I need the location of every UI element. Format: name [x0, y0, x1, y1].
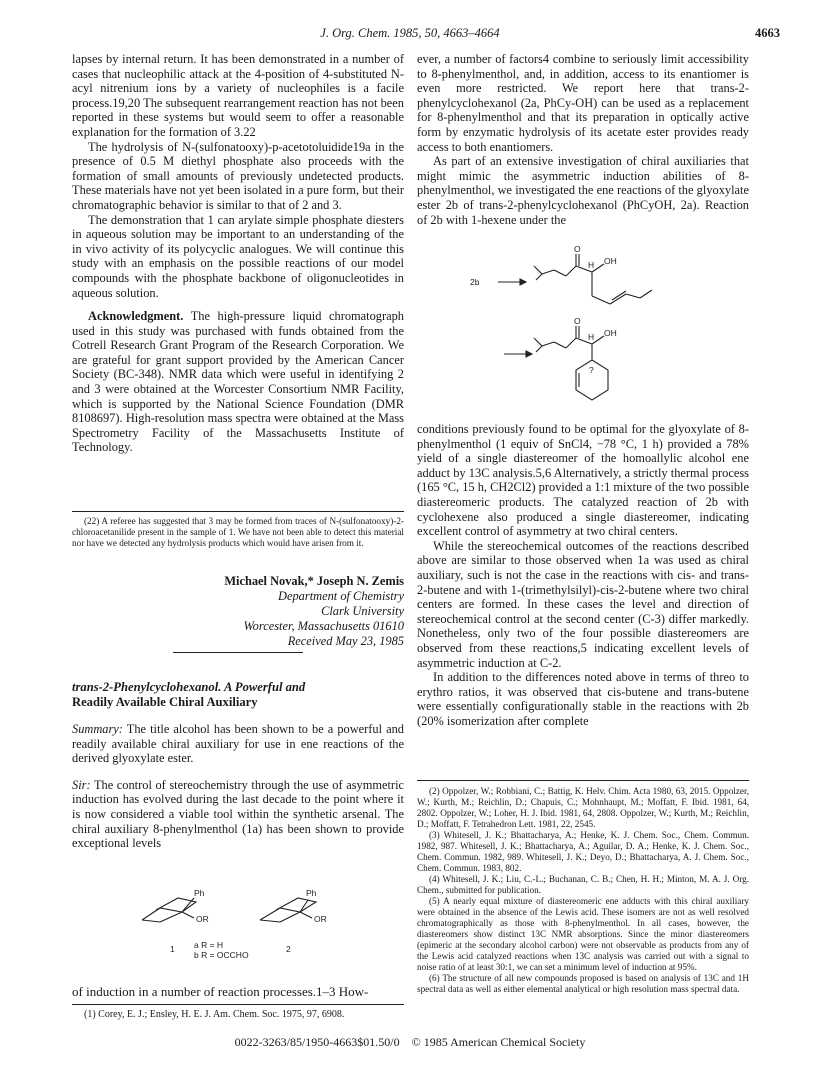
- paragraph: of induction in a number of reaction processes.1–3 How-: [72, 984, 369, 999]
- author-block: [72, 574, 404, 649]
- right-footnotes: [417, 786, 749, 995]
- journal-citation: J. Org. Chem. 1985, 50, 4663–4664: [320, 26, 500, 40]
- or-label-1: OR: [196, 914, 209, 924]
- carbonyl-o-1: O: [574, 244, 581, 254]
- right-column-top: [417, 52, 749, 227]
- article-separator: [173, 652, 303, 653]
- sir-text: The control of stereochemistry through the use of asymmetric induction has evolved during the last decade to the point where it is now considered a viable tool within the synthetic arsenal. The chiral auxiliary 8-phenylmenthol (1a) has been shown to provide exceptional levels: [72, 777, 405, 851]
- summary-label: Summary:: [72, 722, 123, 736]
- oh-label-2: OH: [604, 328, 617, 338]
- compound-2-number: 2: [286, 944, 291, 954]
- issn-code: 0022-3263/85/1950-4663$01.50/0: [234, 1035, 400, 1049]
- ph-label-2: Ph: [306, 888, 317, 898]
- footnote-rule: [417, 780, 749, 781]
- scheme-start-label: 2b: [470, 277, 480, 287]
- footnote-1: [72, 1009, 404, 1020]
- ack-text: The high-pressure liquid chromatograph used in this study was purchased with funds obtained from the Cotrell Research Grant Program of the Research Corporation. We are grateful for grant support provided by the American Cancer Society (BC-348). NMR data which were useful in identifying 2 and 3 were obtained at the Worcester Consortium NMR Facility, which is supported by the National Science Foundation (DMR 8108697). High-resolution mass spectra were obtained at the Mass Spectrometry Facility of the Massachusetts Institute of Technology.: [72, 309, 404, 455]
- acknowledgment: [72, 309, 404, 455]
- footnote-5: (5) A nearly equal mixture of diastereomeric ene adducts with this chiral auxiliary were obtained in the absence of the Lewis acid. These isomers are not as well resolved chromatographically as those with 8-phenylmenthol. In all cases, however, the diastereomers show distinct 13C NMR absorptions. Since the minor diastereomers (epimeric at the secondary alcohol carbon) were not observable as products from any of the Lewis acid catalyzed reactions when 13C analysis was carried out with a signal to noise ratio of at least 30:1, we can set a minimum level of induction at 95%.: [417, 896, 749, 972]
- paragraph: As part of an extensive investigation of chiral auxiliaries that might mimic the asymmetric induction abilities of 8-phenylmenthol, we investigated the ene reactions of the glyoxylate ester 2b of trans-2-phenylcyclohexanol (PhCyOH, 2a). Reaction of 2b with 1-hexene under the: [417, 154, 749, 227]
- reaction-scheme: [470, 242, 670, 412]
- authors: Michael Novak,* Joseph N. Zemis: [224, 574, 404, 588]
- right-column-bottom: [417, 422, 749, 728]
- footnote-2: (2) Oppolzer, W.; Robbiani, C.; Battig, K. Helv. Chim. Acta 1980, 63, 2015. Oppolzer, W.; Kurth, M.; Reichlin, D.; Chapuis, C.; Mohnhaupt, M.; Moffatt, F. Ibid. 1981, 64, 2802. Oppolzer, W.; Loher, H. J. Ibid. 1981, 64, 2808. Oppolzer, W.; Kurth, M.; Reichlin, D.; Moffatt, F. Tetrahedron Lett. 1981, 22, 2545.: [417, 786, 749, 829]
- title-line-1: trans-2-Phenylcyclohexanol. A Powerful and: [72, 680, 306, 694]
- footnote-rule: [72, 1004, 404, 1005]
- h-label-1: H: [588, 260, 595, 270]
- paragraph: lapses by internal return. It has been demonstrated in a number of cases that nucleophilic attack at the 4-position of 4-substituted N-acyl nitrenium ions by a variety of nucleophiles is a facile process.19,20 The subsequent rearrangement reaction has not been reported in these systems but would seem to offer a reasonable explanation for the formation of 3.22: [72, 52, 404, 139]
- paragraph: The hydrolysis of N-(sulfonatooxy)-p-acetotoluidide19a in the presence of 0.5 M diethyl phosphate also proceeds with the formation of small amounts of previously undetected products. These materials have not yet been isolated in a pure form, but their chromatographic behavior is similar to that of 2 and 3.: [72, 139, 404, 212]
- compound-1-number: 1: [170, 944, 175, 954]
- ph-label-1: Ph: [194, 888, 205, 898]
- substituent-b: b R = OCCHO: [194, 950, 249, 960]
- stereo-unknown-label: ?: [589, 365, 594, 375]
- structures-1-2: [130, 884, 370, 976]
- sir-label: Sir:: [72, 777, 91, 792]
- page-number: 4663: [755, 26, 780, 40]
- paragraph: In addition to the differences noted above in terms of threo to erythro ratios, it was observed that cis-butene and trans-butene were essentially configurationally stable in the reactions with 2b (20% isomerization after complete: [417, 670, 749, 728]
- sir-paragraph: [72, 778, 404, 851]
- article-title: [72, 680, 404, 710]
- running-head: [0, 26, 820, 41]
- oh-label-1: OH: [604, 256, 617, 266]
- footnote-4: (4) Whitesell, J. K.; Liu, C.-L.; Buchanan, C. B.; Chen, H. H.; Minton, M. A. J. Org. Chem., submitted for publication.: [417, 874, 749, 895]
- summary-text: The title alcohol has been shown to be a powerful and readily available chiral auxiliary for use in ene reactions of the derived glyoxylate ester.: [72, 722, 404, 766]
- paragraph: While the stereochemical outcomes of the reactions described above are similar to those observed when 1a was used as chiral auxiliary, such is not the case in the reactions with cis- and trans-2-butene and with 1-(trimethylsilyl)-cis-2-butene where two chiral centers are formed. In these cases the level and direction of stereochemical control at the second center (C-3) differ markedly. Nonetheless, only two of the four possible diastereomers are observed from these reactions,5 indicating excellent levels of asymmetric induction at C-2.: [417, 538, 749, 670]
- footnote-6: (6) The structure of all new compounds proposed is based on analysis of 13C and 1H spectral data as well as either elemental analytical or high resolution mass spectral data.: [417, 973, 749, 994]
- affiliation-city: Worcester, Massachusetts 01610: [243, 618, 404, 633]
- ack-label: Acknowledgment.: [88, 309, 184, 324]
- footnote-3: (3) Whitesell, J. K.; Bhattacharya, A.; Henke, K. J. Chem. Soc., Chem. Commun. 1982, 987. Whitesell, J. K.; Bhattacharya, A.; Aguilar, D. A.; Henke, K. J. Chem. Soc., Chem. Commun. 1982, 989. Whitesell, J. K.; Deyo, D.; Bhattacharya, A. J. Chem. Soc., Chem. Commun. 1983, 802.: [417, 830, 749, 873]
- carbonyl-o-2: O: [574, 316, 581, 326]
- affiliation-univ: Clark University: [321, 603, 404, 618]
- footnote-text: (1) Corey, E. J.; Ensley, H. E. J. Am. Chem. Soc. 1975, 97, 6908.: [84, 1009, 345, 1020]
- footnote-22: [72, 516, 404, 549]
- copyright: © 1985 American Chemical Society: [411, 1035, 586, 1049]
- left-column: [72, 52, 404, 455]
- substituent-a: a R = H: [194, 940, 224, 950]
- paragraph: conditions previously found to be optimal for the glyoxylate of 8-phenylmenthol (1 equiv of SnCl4, −78 °C, 1 h) provided a 78% yield of a single diastereomer of the homoallylic alcohol ene adduct by 13C analysis.5,6 Alternatively, a strictly thermal process (165 °C, 15 h, CH2Cl2) provided a 1:1 mixture of the two possible diastereomeric products. The catalyzed reaction of 2b with cyclohexene also produced a single diastereomer, indicating excellent control of asymmetry at two chiral centers.: [417, 422, 749, 539]
- affiliation-dept: Department of Chemistry: [278, 588, 404, 603]
- paragraph: ever, a number of factors4 combine to seriously limit accessibility to 8-phenylmenthol, and, in addition, access to its enantiomer is even more restricted. We report here that trans-2-phenylcyclohexanol (2a, PhCy-OH) can be used as a replacement for 8-phenylmenthol and that its preparation in optically active form by enzymatic hydrolysis of its acetate ester provides ready access to both enantiomers.: [417, 52, 749, 154]
- h-label-2: H: [588, 332, 595, 342]
- title-line-2: Readily Available Chiral Auxiliary: [72, 695, 258, 709]
- page-footer: [0, 1035, 820, 1050]
- article2-header: [72, 680, 404, 851]
- structure-1-ring: [142, 898, 196, 920]
- paragraph: The demonstration that 1 can arylate simple phosphate diesters in aqueous solution may be important to an understanding of the in vivo activity of its polycyclic analogues. We will continue this study with an emphasis on the possible reactions of our model compounds with the phosphate backbone of oligonucleotides in aqueous solution.: [72, 212, 404, 300]
- received-date: Received May 23, 1985: [287, 633, 404, 648]
- summary: [72, 722, 404, 766]
- footnote-rule: [72, 511, 404, 512]
- left-continuation: [72, 985, 404, 1000]
- or-label-2: OR: [314, 914, 327, 924]
- footnote-text: (22) A referee has suggested that 3 may be formed from traces of N-(sulfonatooxy)-2-chloroacetanilide present in the sample of 1. We have not been able to detect this material nor have we detected any hydrolysis products which would have arisen from it.: [72, 516, 404, 548]
